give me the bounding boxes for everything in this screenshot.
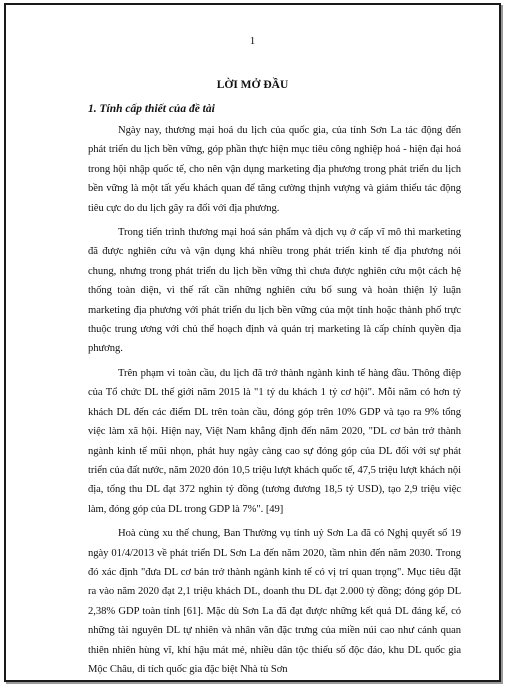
document-page <box>4 3 501 682</box>
section-heading: 1. Tính cấp thiết của đề tài <box>88 103 215 115</box>
document-title: LỜI MỞ ĐẦU <box>216 79 289 91</box>
document-body <box>88 101 461 684</box>
paragraph-3: Trên phạm vi toàn cầu, du lịch đã trở thành ngành kinh tế hàng đầu. Thông điệp của Tổ chức DL thế giới năm 2015 là "1 tỷ du khách 1 tỷ cơ hội". Mỗi năm có hơn tỷ khách DL đến các điểm DL trên toàn cầu, đóng góp trên 10% GDP và tạo ra 9% tổng việc làm xã hội. Hiện nay, Việt Nam khẳng định đến năm 2020, "DL cơ bản trở thành ngành kinh tế mũi nhọn, phát huy ngày càng cao sự đóng góp của DL đối với sự phát triển của đất nước, năm 2020 đón 10,5 triệu lượt khách quốc tế, 47,5 triệu lượt khách nội địa, tổng thu DL đạt 372 nghìn tỷ đồng (tương đương 18,5 tỷ USD), tạo 2,9 triệu việc làm, đóng góp của DL trong GDP là 7%". [49] <box>88 367 461 515</box>
paragraph-1: Ngày nay, thương mại hoá du lịch của quốc gia, của tỉnh Sơn La tác động đến phát triển du lịch bền vững, góp phần thực hiện mục tiêu công nghiệp hoá - hiện đại hoá trong hội nhập quốc tế, cho nên vận dụng marketing địa phương trong phát triển du lịch bền vững là một tất yếu khách quan để tăng cường thịnh vượng và giảm thiểu tác động tiêu cực do du lịch gây ra đối với địa phương. <box>88 125 461 214</box>
page-number: 1 <box>249 35 256 47</box>
paragraph-2: Trong tiến trình thương mại hoá sản phẩm và dịch vụ ở cấp vĩ mô thì marketing đã được nghiên cứu và vận dụng khá nhiều trong phát triển kinh tế địa phương nói chung, nhưng trong phát triển du lịch bền vững thì chưa được nghiên cứu một cách hệ thống toàn diện, vì thế rất cần những nghiên cứu bổ sung và hoàn thiện lý luận marketing địa phương với phát triển du lịch bền vững của một tỉnh hoặc thành phố trực thuộc trung ương với chủ thể hoạch định và quản trị marketing là cấp chính quyền địa phương. <box>88 227 461 355</box>
paragraph-4: Hoà cùng xu thế chung, Ban Thường vụ tỉnh uỷ Sơn La đã có Nghị quyết số 19 ngày 01/4/2013 về phát triển DL Sơn La đến năm 2020, tầm nhìn đến năm 2030. Trong đó xác định "đưa DL cơ bản trở thành ngành kinh tế có vị trí quan trọng". Mục tiêu đặt ra vào năm 2020 đạt 2,1 triệu khách DL, doanh thu DL đạt 2.000 tỷ đồng; đóng góp DL 2,38% GDP toàn tỉnh [61]. Mặc dù Sơn La đã đạt được những kết quả DL đáng kể, có những tài nguyên DL tự nhiên và nhân văn đặc trưng của miền núi cao như cảnh quan thiên nhiên hùng vĩ, khí hậu mát mẻ, nhiều dân tộc thiểu số độc đáo, khu DL quốc gia Mộc Châu, di tích quốc gia đặc biệt Nhà tù Sơn <box>88 528 461 675</box>
